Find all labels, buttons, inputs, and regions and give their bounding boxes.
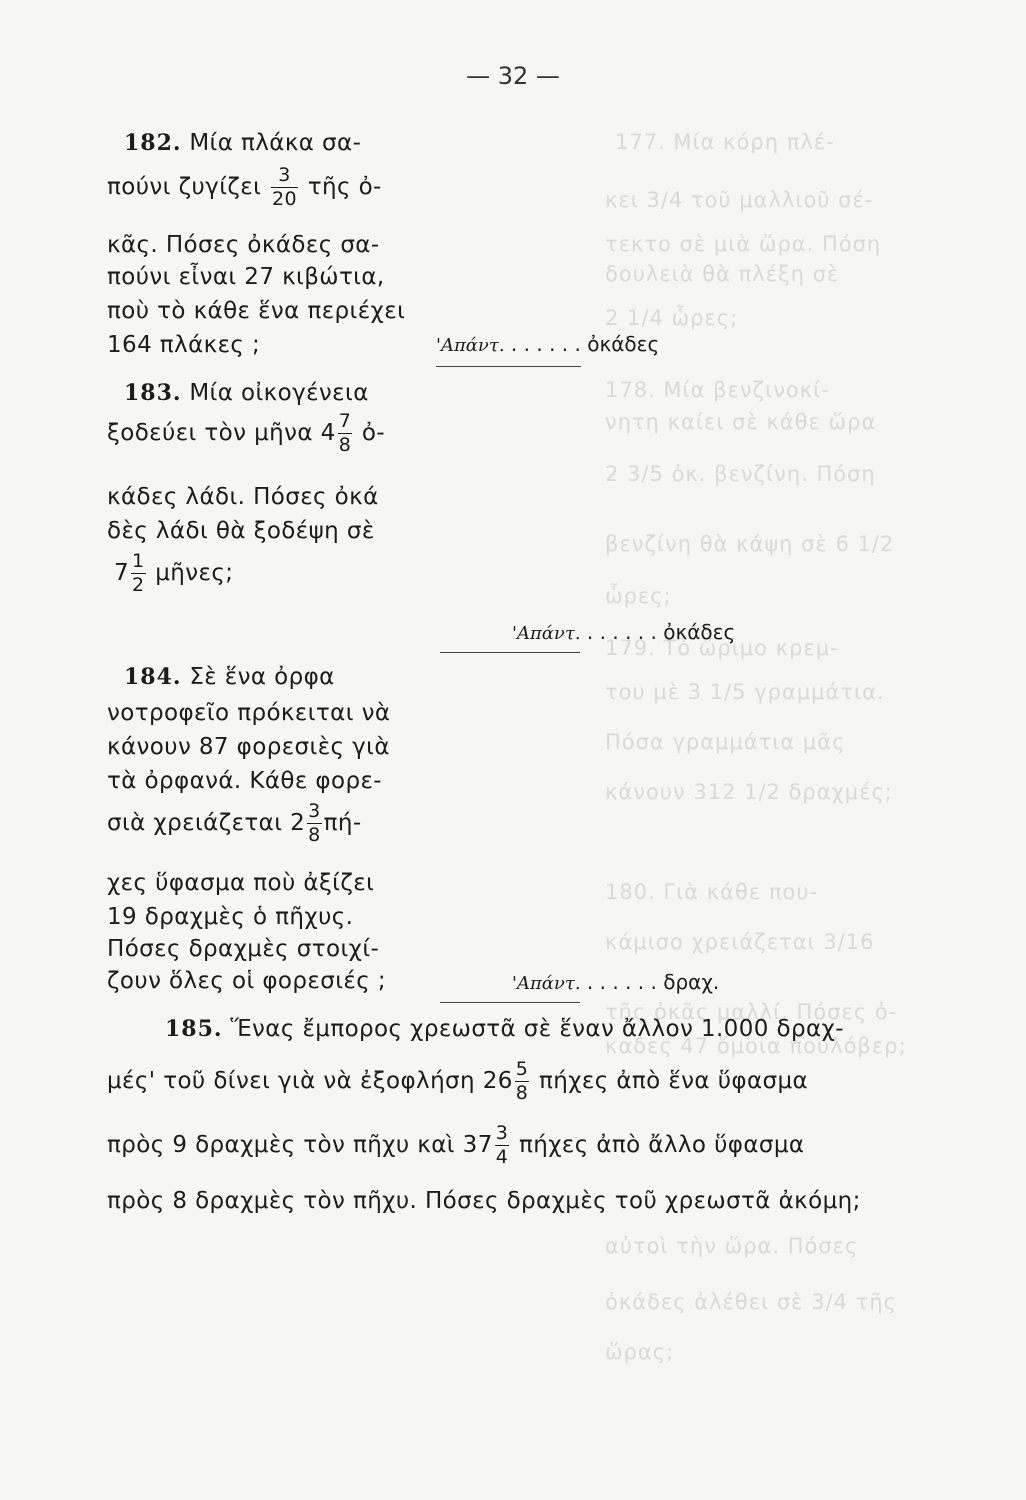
numerator: 5 xyxy=(515,1058,529,1080)
ghost-line: 2 3/5 ὀκ. βενζίνη. Πόση xyxy=(605,462,876,486)
answer-unit: . . . . . . δραχ. xyxy=(586,970,720,994)
ghost-line: του μὲ 3 1/5 γραμμάτια. xyxy=(605,680,885,704)
problem-text: Μία οἰκογένεια xyxy=(189,380,369,406)
ghost-line: ὧρες; xyxy=(605,584,672,608)
denominator: 2 xyxy=(132,574,145,596)
problem-text: μές' τοῦ δίνει γιὰ νὰ ἐξοφλήση 26 xyxy=(107,1068,513,1094)
ghost-line: τῆς ὀκᾶς μαλλί. Πόσες ὀ- xyxy=(605,1000,898,1024)
answer-line xyxy=(512,970,719,994)
problem-text: Μία πλάκα σα- xyxy=(189,130,362,156)
problem-text: νοτροφεῖο πρόκειται νὰ xyxy=(107,700,391,726)
numerator: 7 xyxy=(338,410,352,432)
page-number: — 32 — xyxy=(466,62,560,90)
problem-text: 164 πλάκες ; xyxy=(107,332,261,358)
ghost-line: βενζίνη θὰ κάψη σὲ 6 1/2 xyxy=(605,532,895,556)
answer-rule xyxy=(440,652,580,653)
problem-number: 185. xyxy=(165,1016,223,1042)
denominator: 4 xyxy=(495,1146,509,1168)
ghost-line: ὥρας; xyxy=(605,1340,675,1364)
answer-rule xyxy=(436,366,581,367)
numerator: 1 xyxy=(132,550,145,572)
problem-text: κᾶς. Πόσες ὀκάδες σα- xyxy=(107,232,380,258)
numerator: 3 xyxy=(278,164,291,186)
ghost-line: κάμισο χρειάζεται 3/16 xyxy=(605,930,875,954)
problem-text: κάδες λάδι. Πόσες ὀκά xyxy=(107,484,379,510)
fraction xyxy=(271,166,298,209)
ghost-line: τεκτο σὲ μιὰ ὥρα. Πόση xyxy=(605,232,882,256)
problem-text: τὰ ὀρφανά. Κάθε φορε- xyxy=(107,768,382,794)
problem-text: πήχες ἀπὸ ἄλλο ὕφασμα xyxy=(518,1132,805,1158)
problem-text: κάνουν 87 φορεσιὲς γιὰ xyxy=(107,734,390,760)
problem-text: πούνι ζυγίζει xyxy=(107,174,262,200)
problem-number: 182. xyxy=(124,130,182,156)
problem-text: ποὺ τὸ κάθε ἕνα περιέχει xyxy=(107,298,406,324)
ghost-line: αὐτοὶ τὴν ὥρα. Πόσες xyxy=(605,1234,859,1258)
problem-text: μῆνες; xyxy=(155,560,234,586)
ghost-line: 180. Γιὰ κάθε που- xyxy=(605,880,819,904)
ghost-line: Πόσα γραμμάτια μᾶς xyxy=(605,730,846,754)
problem-text: ξοδεύει τὸν μῆνα 4 xyxy=(107,420,336,446)
problem-text: Ἕνας ἔμπορος χρεωστᾶ σὲ ἕναν ἄλλον 1.000 δραχ- xyxy=(230,1016,844,1042)
answer-rule xyxy=(440,1002,580,1003)
ghost-line: δουλειὰ θὰ πλέξη σὲ xyxy=(605,262,840,286)
problem-text: ὀ- xyxy=(361,420,386,446)
problem-text: σιὰ χρειάζεται 2 xyxy=(107,810,306,836)
answer-unit: . . . . . . ὀκάδες xyxy=(510,332,660,356)
answer-unit: . . . . . . ὀκάδες xyxy=(586,620,736,644)
problem-text: 7 xyxy=(114,560,130,586)
problem-number: 183. xyxy=(124,380,182,406)
ghost-line: 2 1/4 ὧρες; xyxy=(605,306,739,330)
answer-line xyxy=(512,620,735,644)
problem-text: χες ὕφασμα ποὺ ἀξίζει xyxy=(107,870,375,896)
fraction xyxy=(495,1124,510,1167)
fraction xyxy=(131,552,146,595)
problem-text: Πόσες δραχμὲς στοιχί- xyxy=(107,936,380,962)
answer-label: 'Απάντ. xyxy=(436,335,505,356)
denominator: 20 xyxy=(272,188,298,210)
ghost-line: νητη καίει σὲ κάθε ὥρα xyxy=(605,410,877,434)
problem-text: δὲς λάδι θὰ ξοδέψη σὲ xyxy=(107,518,375,544)
problem-text: πή- xyxy=(323,810,362,836)
numerator: 3 xyxy=(308,800,321,822)
denominator: 8 xyxy=(308,824,321,846)
ghost-line: 177. Μία κόρη πλέ- xyxy=(615,130,835,154)
problem-text: τῆς ὀ- xyxy=(307,174,382,200)
answer-line xyxy=(436,332,659,356)
problem-text: πρὸς 9 δραχμὲς τὸν πῆχυ καὶ 37 xyxy=(107,1132,493,1158)
answer-label: 'Απάντ. xyxy=(512,623,581,644)
fraction xyxy=(307,802,322,845)
problem-text: Σὲ ἕνα ὀρφα xyxy=(189,664,335,690)
problem-text: πούνι εἶναι 27 κιβώτια, xyxy=(107,264,385,290)
fraction xyxy=(338,412,353,455)
fraction xyxy=(515,1060,530,1103)
problem-text: 19 δραχμὲς ὁ πῆχυς. xyxy=(107,904,354,930)
problem-number: 184. xyxy=(124,664,182,690)
ghost-line: καδες 47 ὅμοια πουλόβερ; xyxy=(605,1034,907,1058)
ghost-line: κει 3/4 τοῦ μαλλιοῦ σέ- xyxy=(605,188,874,212)
problem-text: πήχες ἀπὸ ἕνα ὕφασμα xyxy=(539,1068,809,1094)
ghost-line: 179. Τὸ ὥριμο κρεμ- xyxy=(605,636,839,660)
ghost-line: ὀκάδες ἀλέθει σὲ 3/4 τῆς xyxy=(605,1290,897,1314)
problem-text: πρὸς 8 δραχμὲς τὸν πῆχυ. Πόσες δραχμὲς τοῦ χρεωστᾶ ἀκόμη; xyxy=(107,1188,861,1214)
ghost-line: 178. Μία βενζινοκί- xyxy=(605,378,830,402)
ghost-line: κάνουν 312 1/2 δραχμές; xyxy=(605,780,893,804)
problem-text: ζουν ὅλες οἱ φορεσιές ; xyxy=(107,968,386,994)
denominator: 8 xyxy=(338,434,352,456)
answer-label: 'Απάντ. xyxy=(512,973,581,994)
numerator: 3 xyxy=(495,1122,509,1144)
denominator: 8 xyxy=(515,1082,529,1104)
